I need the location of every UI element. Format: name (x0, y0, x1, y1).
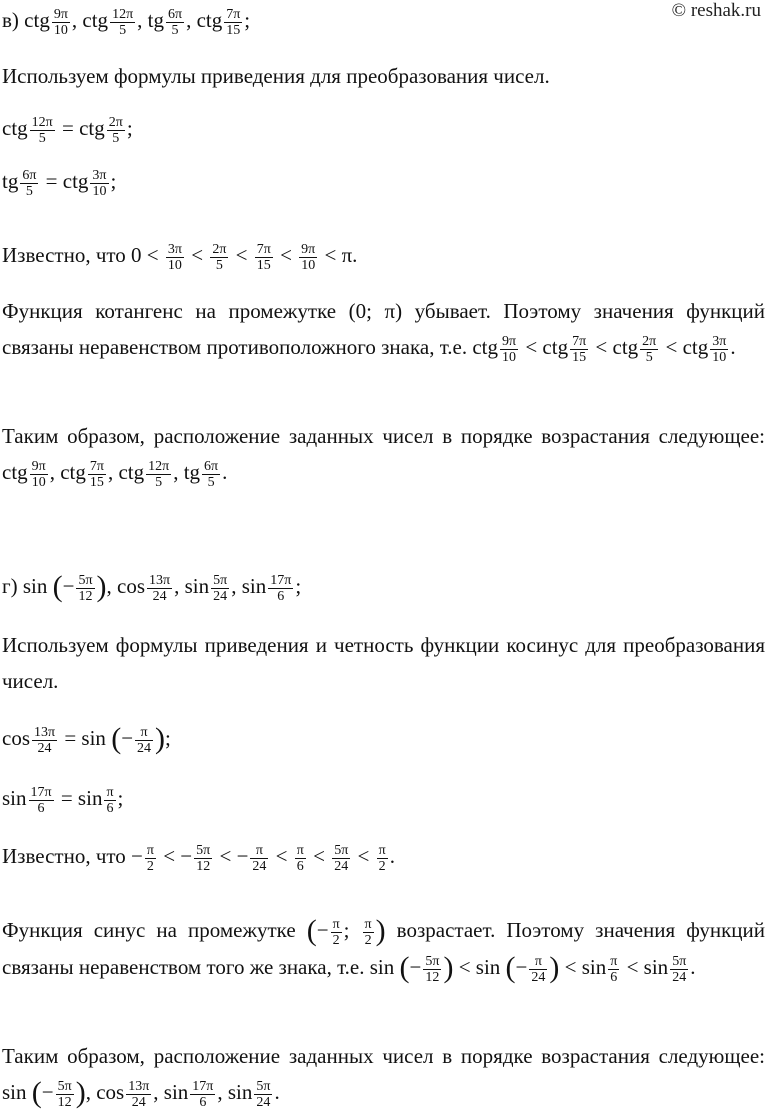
numerator: 7π (226, 6, 241, 22)
numerator: 7π (256, 241, 271, 257)
numerator: 5π (57, 1078, 72, 1094)
numerator: 13π (34, 724, 56, 740)
text-run: = sin (55, 786, 103, 810)
denominator: 5 (645, 349, 653, 365)
numerator: π (378, 842, 386, 858)
denominator: 15 (572, 349, 587, 365)
fraction (268, 573, 293, 604)
fraction (202, 459, 220, 490)
parenthesis: ( (52, 570, 63, 603)
denominator: 5 (215, 257, 223, 273)
text-run: = sin (59, 726, 112, 750)
text-run: = ctg (40, 169, 89, 193)
denominator: 5 (38, 130, 46, 146)
fraction (423, 954, 441, 985)
numerator: π (332, 916, 340, 932)
numerator: 13π (128, 1078, 150, 1094)
numerator: 5π (334, 842, 349, 858)
text-run: < π. (319, 243, 358, 267)
numerator: 12π (31, 114, 53, 130)
text-run: Таким образом, расположение заданных чисел в порядке возрастания следующее: ctg (2, 424, 765, 484)
numerator: 6π (22, 167, 37, 183)
task-v-eq2 (2, 163, 765, 199)
denominator: 10 (712, 349, 727, 365)
denominator: 24 (137, 740, 152, 756)
parenthesis: ) (155, 722, 166, 755)
fraction (500, 334, 518, 365)
numerator: 2π (108, 114, 123, 130)
task-v-eq1 (2, 110, 765, 146)
numerator: 5π (672, 953, 687, 969)
fraction (332, 843, 350, 874)
denominator: 5 (207, 474, 215, 490)
parenthesis: ) (549, 951, 560, 984)
text-run: < − (157, 844, 193, 868)
fraction (224, 7, 242, 38)
fraction (107, 115, 125, 146)
text-run: Известно, что 0 < (2, 243, 164, 267)
denominator: 24 (252, 858, 267, 874)
denominator: 10 (31, 474, 46, 490)
text-run: . (730, 335, 736, 359)
text-run: . (690, 955, 696, 979)
text-run: < sin (559, 955, 607, 979)
text-run: ctg (2, 116, 28, 140)
text-run: − (41, 1080, 54, 1104)
numerator: π (106, 784, 114, 800)
text-run: tg (2, 169, 19, 193)
text-run: < (274, 243, 298, 267)
denominator: 24 (37, 740, 52, 756)
numerator: 17π (192, 1078, 214, 1094)
text-run: . (222, 460, 228, 484)
denominator: 6 (277, 588, 285, 604)
fraction (52, 7, 70, 38)
text-run: Функция синус на промежутке (2, 918, 307, 942)
numerator: π (146, 842, 154, 858)
numerator: 7π (572, 333, 587, 349)
fraction (104, 785, 115, 816)
text-run: − (121, 726, 134, 750)
denominator: 2 (364, 932, 372, 948)
fraction (20, 168, 38, 199)
fraction (110, 7, 135, 38)
task-v-intro (2, 58, 765, 94)
text-run: , tg (173, 460, 201, 484)
denominator: 2 (378, 858, 386, 874)
numerator: 17π (270, 572, 292, 588)
task-g-eq2 (2, 780, 765, 816)
text-run: , sin (217, 1080, 253, 1104)
text-run: , sin (231, 574, 267, 598)
denominator: 24 (334, 858, 349, 874)
text-run: Используем формулы приведения для преобразования чисел. (2, 64, 550, 88)
denominator: 6 (37, 800, 45, 816)
text-run: − (316, 918, 329, 942)
denominator: 24 (256, 1094, 271, 1110)
denominator: 6 (296, 858, 304, 874)
denominator: 2 (146, 858, 154, 874)
fraction (30, 459, 48, 490)
fraction (146, 459, 171, 490)
text-run: < (185, 243, 209, 267)
denominator: 10 (167, 257, 182, 273)
parenthesis: ( (31, 1076, 42, 1109)
numerator: 12π (112, 6, 134, 22)
fraction (166, 7, 184, 38)
text-run: < sin (453, 955, 506, 979)
text-run: < (352, 844, 375, 868)
denominator: 12 (425, 969, 440, 985)
denominator: 12 (196, 858, 211, 874)
numerator: 13π (149, 572, 171, 588)
parenthesis: ( (399, 951, 410, 984)
text-run: ; (295, 574, 302, 598)
parenthesis: ) (75, 1076, 86, 1109)
numerator: 5π (196, 842, 211, 858)
fraction (32, 725, 57, 756)
text-run: Известно, что − (2, 844, 143, 868)
text-run: < (307, 844, 331, 868)
numerator: 3π (92, 167, 107, 183)
text-run: , cos (85, 1080, 125, 1104)
fraction (145, 843, 156, 874)
denominator: 10 (53, 22, 68, 38)
fraction (529, 954, 547, 985)
numerator: 9π (31, 458, 46, 474)
task-v-known (2, 237, 765, 273)
fraction (670, 954, 688, 985)
task-g-header (2, 568, 765, 605)
text-run: в) ctg (2, 8, 50, 32)
watermark: © reshak.ru (671, 0, 761, 21)
text-run: − (62, 574, 75, 598)
parenthesis: ( (111, 722, 122, 755)
parenthesis: ( (505, 951, 516, 984)
fraction (76, 573, 94, 604)
denominator: 24 (531, 969, 546, 985)
denominator: 5 (112, 130, 120, 146)
denominator: 12 (57, 1094, 72, 1110)
denominator: 6 (610, 969, 618, 985)
denominator: 12 (78, 588, 93, 604)
text-run: . (274, 1080, 280, 1104)
fraction (299, 242, 317, 273)
text-run: ; (343, 918, 361, 942)
denominator: 5 (171, 22, 179, 38)
task-g-eq1 (2, 720, 765, 757)
task-g-conclusion (2, 1038, 765, 1111)
fraction (211, 573, 229, 604)
text-run: . (389, 844, 395, 868)
fraction (29, 785, 54, 816)
text-run: < (230, 243, 253, 267)
denominator: 6 (106, 800, 114, 816)
text-run: г) sin (2, 574, 53, 598)
text-run: Используем формулы приведения и четность функции косинус для преобразования чисел. (2, 633, 765, 693)
fraction (210, 242, 228, 273)
numerator: 2π (212, 241, 227, 257)
text-run: ; (117, 786, 124, 810)
numerator: 12π (148, 458, 170, 474)
fraction (570, 334, 588, 365)
numerator: 9π (301, 241, 316, 257)
numerator: 5π (213, 572, 228, 588)
fraction (377, 843, 388, 874)
denominator: 24 (213, 588, 228, 604)
text-run: ; (244, 8, 251, 32)
fraction (147, 573, 172, 604)
task-v-conclusion (2, 418, 765, 490)
text-run: возрастает. Поэтому значения функций связаны неравенством того же знака, т.е. sin (2, 918, 765, 979)
parenthesis: ( (306, 914, 317, 947)
fraction (30, 115, 55, 146)
parenthesis: ) (96, 570, 107, 603)
fraction (135, 725, 153, 756)
numerator: 3π (167, 241, 182, 257)
denominator: 10 (502, 349, 517, 365)
numerator: 17π (30, 784, 52, 800)
parenthesis: ) (443, 951, 454, 984)
text-run: − (515, 955, 528, 979)
text-run: Таким образом, расположение заданных чисел в порядке возрастания следующее: sin (2, 1044, 765, 1104)
text-run: , ctg (71, 8, 109, 32)
denominator: 24 (672, 969, 687, 985)
numerator: 2π (642, 333, 657, 349)
denominator: 10 (301, 257, 316, 273)
numerator: π (135, 725, 153, 741)
numerator: π (296, 842, 304, 858)
fraction (295, 843, 306, 874)
fraction (255, 242, 273, 273)
fraction (254, 1079, 272, 1110)
fraction (710, 334, 728, 365)
text-run: , tg (137, 8, 164, 32)
numerator: 5π (78, 572, 93, 588)
denominator: 15 (226, 22, 241, 38)
text-run: , sin (153, 1080, 189, 1104)
denominator: 6 (199, 1094, 207, 1110)
text-run: ; (110, 169, 117, 193)
fraction (166, 242, 184, 273)
numerator: 3π (712, 333, 727, 349)
denominator: 2 (332, 932, 340, 948)
numerator: π (529, 954, 547, 970)
text-run: ; (165, 726, 171, 750)
fraction (190, 1079, 215, 1110)
fraction (250, 843, 268, 874)
text-run: = ctg (56, 116, 105, 140)
denominator: 15 (89, 474, 104, 490)
text-run: , sin (174, 574, 210, 598)
text-run: , ctg (186, 8, 223, 32)
text-run: sin (2, 786, 27, 810)
fraction (331, 917, 342, 948)
fraction (126, 1079, 151, 1110)
text-run: , cos (106, 574, 146, 598)
task-g-intro (2, 627, 765, 699)
denominator: 5 (119, 22, 127, 38)
fraction (194, 843, 212, 874)
text-run: , ctg (49, 460, 86, 484)
numerator: 6π (167, 6, 183, 22)
numerator: 6π (204, 458, 219, 474)
task-v-header (2, 2, 765, 38)
text-run: , ctg (107, 460, 145, 484)
text-run: − (409, 955, 422, 979)
fraction (88, 459, 106, 490)
numerator: 7π (89, 458, 104, 474)
numerator: π (250, 843, 268, 859)
task-g-known (2, 838, 765, 874)
denominator: 5 (155, 474, 163, 490)
fraction (608, 954, 619, 985)
numerator: 5π (425, 953, 440, 969)
text-run: < ctg (520, 335, 569, 359)
text-run: < − (214, 844, 249, 868)
text-run: cos (2, 726, 30, 750)
numerator: π (364, 916, 372, 932)
parenthesis: ) (375, 914, 386, 947)
text-run: < ctg (660, 335, 709, 359)
fraction (640, 334, 658, 365)
fraction (90, 168, 108, 199)
text-run: < (270, 844, 293, 868)
denominator: 15 (256, 257, 271, 273)
task-v-function (2, 293, 765, 365)
denominator: 24 (131, 1094, 146, 1110)
denominator: 5 (25, 183, 33, 199)
denominator: 24 (152, 588, 167, 604)
numerator: 5π (256, 1078, 271, 1094)
fraction (56, 1079, 74, 1110)
fraction (363, 917, 374, 948)
numerator: π (610, 953, 618, 969)
text-run: < ctg (590, 335, 639, 359)
task-g-function (2, 912, 765, 986)
denominator: 10 (92, 183, 107, 199)
numerator: 9π (502, 333, 517, 349)
numerator: 9π (53, 6, 68, 22)
text-run: < sin (621, 955, 669, 979)
text-run: Функция котангенс на промежутке (0; π) убывает. Поэтому значения функций связаны неравенством противоположного знака, т.е. ctg (2, 299, 765, 359)
text-run: ; (126, 116, 133, 140)
